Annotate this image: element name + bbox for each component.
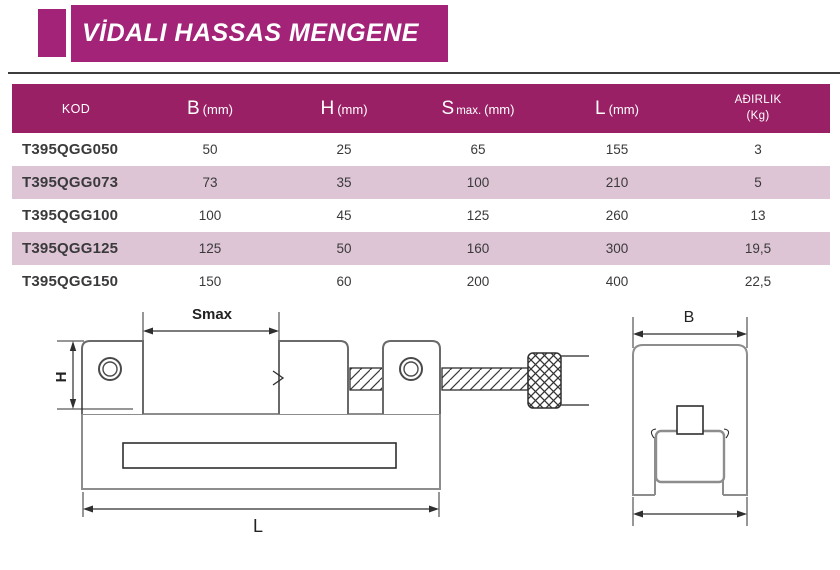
col-subscript: max. [456, 104, 482, 117]
table-row [12, 199, 830, 232]
screw-shaft-left [350, 368, 383, 390]
cell-b: 150 [198, 274, 222, 289]
cell-h: 50 [336, 241, 352, 256]
weight-label-line2: (Kg) [746, 109, 770, 122]
smax-arrow-left [143, 328, 153, 335]
front-view [633, 309, 747, 526]
cell-smax: 200 [466, 274, 490, 289]
cell-kod: T395QGG050 [22, 141, 119, 158]
cell-weight: 19,5 [744, 241, 772, 256]
cell-weight: 13 [750, 208, 766, 223]
col-header-weight [686, 84, 830, 133]
smax-arrow-right [269, 328, 279, 335]
col-header-smax [408, 84, 548, 133]
cell-h: 25 [336, 142, 352, 157]
weight-label-line1: AĐIRLIK [734, 93, 782, 106]
col-letter: L [595, 97, 606, 119]
col-unit: (mm) [608, 102, 639, 117]
h-arrow-bottom [70, 399, 76, 409]
cell-kod: T395QGG100 [22, 207, 119, 224]
title-accent-square [38, 9, 66, 57]
cell-l: 260 [605, 208, 629, 223]
bottom-arrow-right [737, 511, 747, 518]
cell-smax: 125 [466, 208, 490, 223]
knurled-knob [528, 353, 561, 408]
vise-base [82, 414, 440, 489]
spec-table [12, 84, 830, 298]
cell-l: 210 [605, 175, 629, 190]
cell-h: 60 [336, 274, 352, 289]
cell-b: 125 [198, 241, 222, 256]
cell-l: 300 [605, 241, 629, 256]
side-view [53, 306, 589, 536]
page-title: VİDALI HASSAS MENGENE [82, 19, 419, 47]
table-row [12, 133, 830, 166]
col-header-l [548, 84, 686, 133]
cell-h: 45 [336, 208, 352, 223]
cell-kod: T395QGG073 [22, 174, 119, 191]
l-arrow-right [429, 506, 439, 513]
cell-smax: 160 [466, 241, 490, 256]
cell-weight: 5 [754, 175, 762, 190]
col-letter: S [441, 97, 455, 119]
cell-b: 50 [202, 142, 218, 157]
cell-weight: 22,5 [744, 274, 772, 289]
h-label: H [52, 371, 70, 383]
screw-shaft-right [442, 368, 528, 390]
col-unit: (mm) [337, 102, 368, 117]
cell-kod: T395QGG125 [22, 240, 119, 257]
cell-kod: T395QGG150 [22, 273, 119, 290]
cell-smax: 65 [470, 142, 486, 157]
moving-jaw [279, 341, 348, 414]
slide-block [656, 431, 724, 482]
col-header-b [140, 84, 280, 133]
rear-bracket [383, 341, 440, 414]
col-unit: (mm) [484, 102, 515, 117]
cell-l: 400 [605, 274, 629, 289]
b-arrow-right [737, 331, 747, 338]
cell-b: 100 [198, 208, 222, 223]
table-row [12, 232, 830, 265]
col-unit: (mm) [202, 102, 233, 117]
title-bar [71, 5, 448, 62]
cell-b: 73 [202, 175, 218, 190]
table-row [12, 265, 830, 298]
cell-l: 155 [605, 142, 629, 157]
screw-end-square [677, 406, 703, 434]
h-arrow-top [70, 341, 76, 351]
smax-label: Smax [191, 306, 233, 323]
col-header-h [280, 84, 408, 133]
table-header-row [12, 84, 830, 133]
b-label: B [683, 309, 695, 326]
col-letter: H [320, 97, 335, 119]
col-header-kod: KOD [61, 101, 91, 116]
b-arrow-left [633, 331, 643, 338]
cell-h: 35 [336, 175, 352, 190]
bottom-arrow-left [633, 511, 643, 518]
l-label: L [252, 516, 264, 536]
technical-drawing [0, 295, 840, 567]
cell-smax: 100 [466, 175, 490, 190]
table-row [12, 166, 830, 199]
col-letter: B [186, 97, 200, 119]
l-arrow-left [83, 506, 93, 513]
cell-weight: 3 [754, 142, 762, 157]
header-divider [8, 72, 840, 74]
fixed-jaw [82, 341, 143, 414]
